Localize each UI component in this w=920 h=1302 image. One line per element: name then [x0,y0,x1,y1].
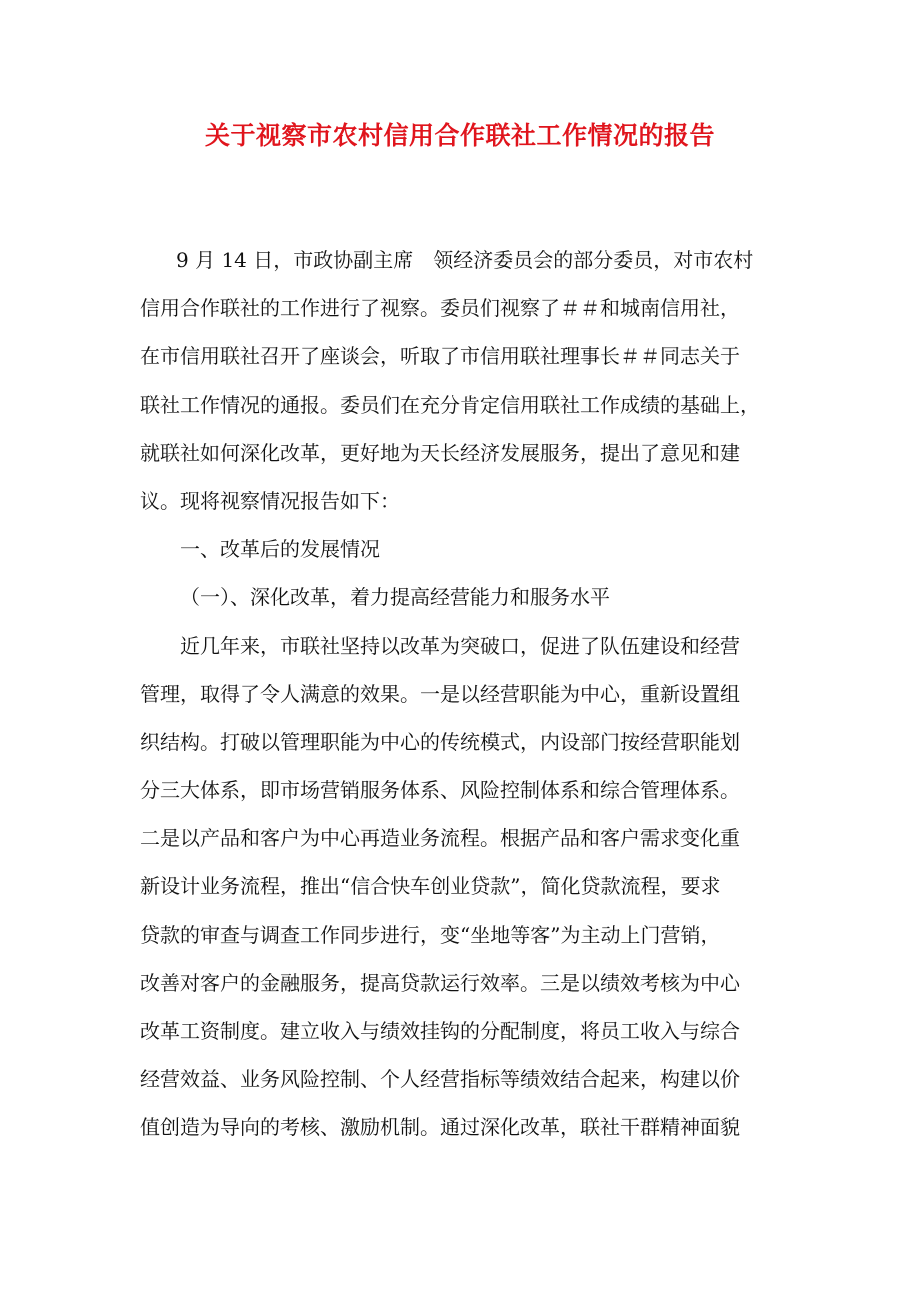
section-heading: 一、改革后的发展情况 [180,537,380,562]
paragraph-line: 贷款的审查与调查工作同步进行，变“坐地等客”为主动上门营销， [140,922,721,947]
paragraph-line: 改善对客户的金融服务，提高贷款运行效率。三是以绩效考核为中心 [140,970,740,995]
paragraph-line: 管理，取得了令人满意的效果。一是以经营职能为中心，重新设置组 [140,681,740,706]
paragraph-line: 议。现将视察情况报告如下： [140,488,400,513]
paragraph-line: 9 月 14 日，市政协副主席 领经济委员会的部分委员，对市农村 [176,248,754,272]
paragraph-line: 改革工资制度。建立收入与绩效挂钩的分配制度，将员工收入与综合 [140,1019,740,1043]
paragraph-line: 信用合作联社的工作进行了视察。委员们视察了＃＃和城南信用社， [140,296,740,321]
paragraph-line: 分三大体系，即市场营销服务体系、风险控制体系和综合管理体系。 [140,778,740,803]
paragraph-line: 就联社如何深化改革，更好地为天长经济发展服务，提出了意见和建 [140,440,740,465]
paragraph-line: 值创造为导向的考核、激励机制。通过深化改革，联社干群精神面貌 [140,1115,740,1140]
paragraph-line: 近几年来，市联社坚持以改革为突破口，促进了队伍建设和经营 [180,633,740,658]
document-title: 关于视察市农村信用合作联社工作情况的报告 [204,121,715,150]
paragraph-line: 二是以产品和客户为中心再造业务流程。根据产品和客户需求变化重 [140,826,740,851]
subsection-heading: （一）、深化改革，着力提高经营能力和服务水平 [180,585,610,610]
paragraph-line: 联社工作情况的通报。委员们在充分肯定信用联社工作成绩的基础上， [140,392,760,417]
paragraph-line: 经营效益、业务风险控制、个人经营指标等绩效结合起来，构建以价 [140,1067,740,1092]
paragraph-line: 在市信用联社召开了座谈会，听取了市信用联社理事长＃＃同志关于 [140,344,740,369]
document-body [140,240,780,1156]
paragraph-line: 织结构。打破以管理职能为中心的传统模式，内设部门按经营职能划 [140,729,740,754]
paragraph-line: 新设计业务流程，推出“信合快车创业贷款”，简化贷款流程，要求 [140,874,721,899]
